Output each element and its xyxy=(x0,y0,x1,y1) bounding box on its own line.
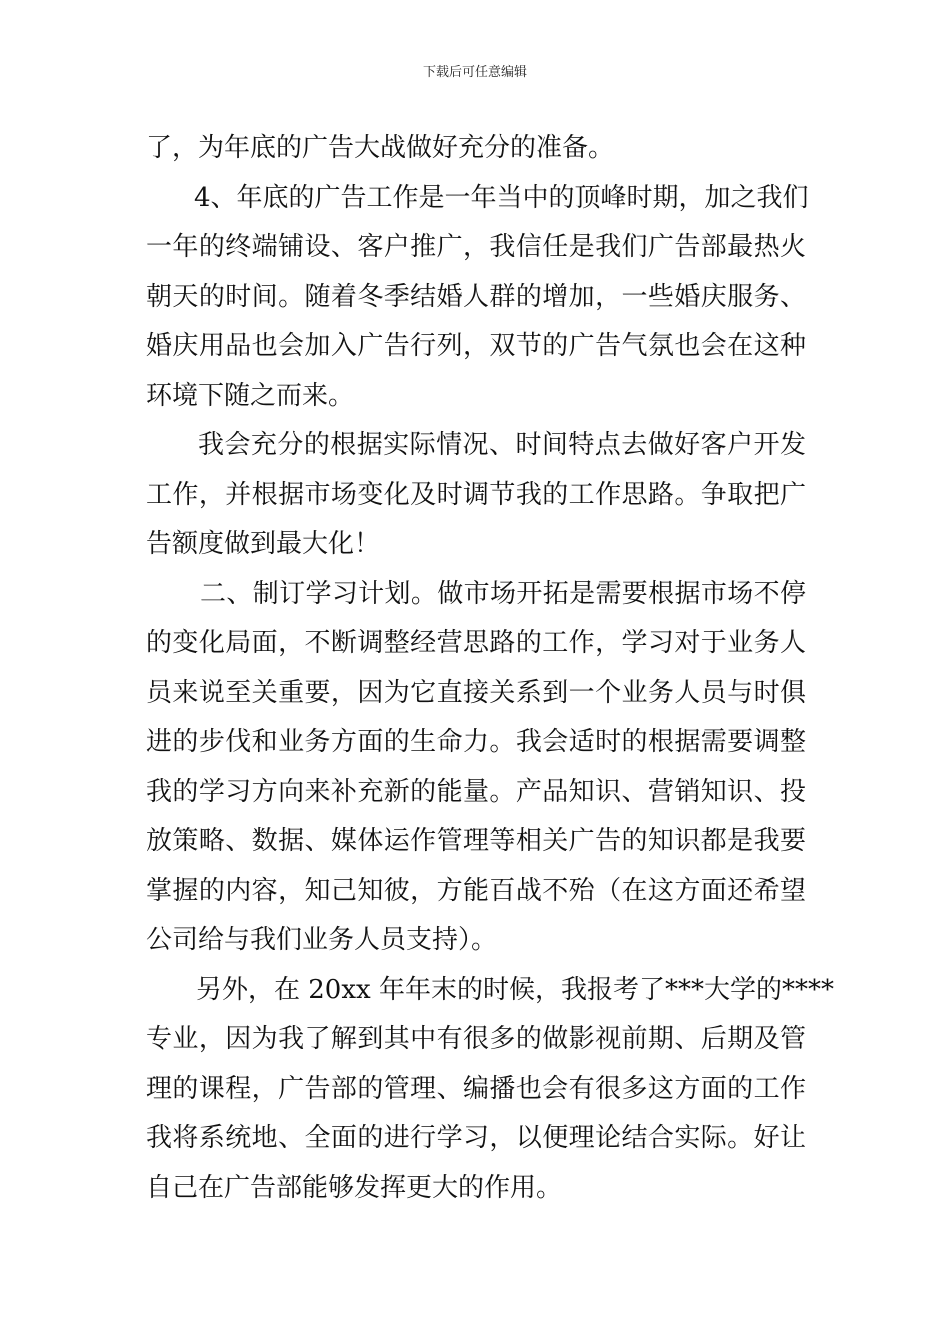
text-line: 朝天的时间。随着冬季结婚人群的增加，一些婚庆服务、 xyxy=(146,281,806,312)
text-line: 专业，因为我了解到其中有很多的做影视前期、后期及管 xyxy=(146,1024,806,1054)
text-line: 了，为年底的广告大战做好充分的准备。 xyxy=(146,133,615,163)
text-line: 掌握的内容，知己知彼，方能百战不殆（在这方面还希望 xyxy=(146,875,806,906)
text-line: 一年的终端铺设、客户推广，我信任是我们广告部最热火 xyxy=(146,232,806,262)
text-line: 工作，并根据市场变化及时调节我的工作思路。争取把广 xyxy=(146,479,806,510)
text-line: 公司给与我们业务人员支持）。 xyxy=(146,925,498,955)
text-line: 婚庆用品也会加入广告行列，双节的广告气氛也会在这种 xyxy=(146,331,806,361)
text-line: 自己在广告部能够发挥更大的作用。 xyxy=(146,1172,563,1203)
text-line: 我的学习方向来补充新的能量。产品知识、营销知识、投 xyxy=(146,776,806,807)
document-body xyxy=(146,124,834,1213)
text-line: 理的课程，广告部的管理、编播也会有很多这方面的工作 xyxy=(146,1073,806,1104)
text-line: 的变化局面，不断调整经营思路的工作，学习对于业务人 xyxy=(146,628,806,658)
text-line: 放策略、数据、媒体运作管理等相关广告的知识都是我要 xyxy=(146,826,806,856)
text-line: 员来说至关重要，因为它直接关系到一个业务人员与时俱 xyxy=(146,677,806,708)
page-header: 下载后可任意编辑 xyxy=(422,65,527,80)
text-line: 另外，在 20xx 年年末的时候，我报考了***大学的**** xyxy=(196,974,834,1005)
text-line: 环境下随之而来。 xyxy=(146,380,355,411)
text-line: 告额度做到最大化！ xyxy=(146,529,381,559)
text-line: 进的步伐和业务方面的生命力。我会适时的根据需要调整 xyxy=(146,727,806,757)
text-line: 4、年底的广告工作是一年当中的顶峰时期，加之我们 xyxy=(194,182,809,213)
text-line: 我将系统地、全面的进行学习，以便理论结合实际。好让 xyxy=(146,1123,806,1153)
text-line: 我会充分的根据实际情况、时间特点去做好客户开发 xyxy=(198,430,806,460)
text-line: 二、制订学习计划。做市场开拓是需要根据市场不停 xyxy=(200,578,806,609)
